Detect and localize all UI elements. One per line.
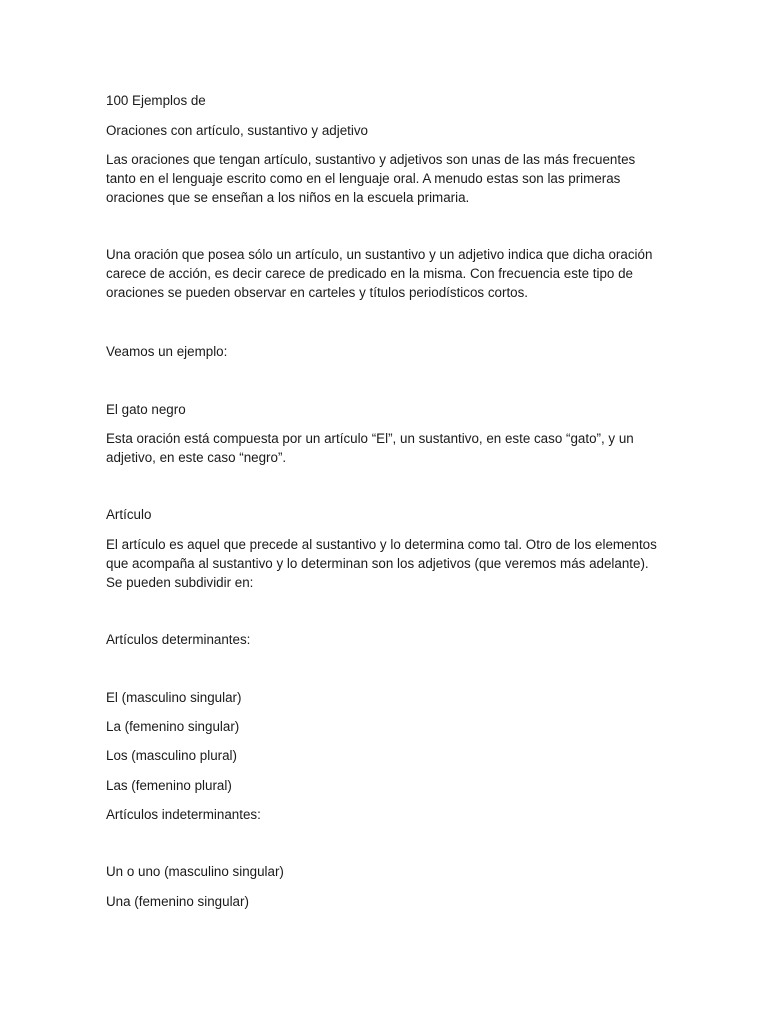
list-item: El (masculino singular): [106, 690, 242, 705]
list-item: Las (femenino plural): [106, 778, 232, 793]
list-item: Un o uno (masculino singular): [106, 864, 284, 879]
determinantes-heading: Artículos determinantes:: [106, 632, 251, 647]
indeterminantes-heading: Artículos indeterminantes:: [106, 807, 261, 822]
example-explanation: Esta oración está compuesta por un artículo “El”, un sustantivo, en este caso “gato”, y un adjetivo, en este caso “negro”.: [106, 431, 634, 465]
list-item: Los (masculino plural): [106, 748, 237, 763]
example-sentence: El gato negro: [106, 402, 186, 417]
articulo-paragraph: El artículo es aquel que precede al sustantivo y lo determina como tal. Otro de los elementos que acompaña al sustantivo y lo determinan son los adjetivos (que veremos más adelante). Se pueden subdividir en:: [106, 537, 657, 590]
document-heading-line-2: Oraciones con artículo, sustantivo y adjetivo: [106, 123, 368, 138]
intro-paragraph: Las oraciones que tengan artículo, sustantivo y adjetivos son unas de las más frecuentes tanto en el lenguaje escrito como en el lenguaje oral. A menudo estas son las primeras oraciones que se enseñan a los niños en la escuela primaria.: [106, 152, 636, 205]
list-item: La (femenino singular): [106, 719, 240, 734]
list-item: Una (femenino singular): [106, 894, 249, 909]
document-heading-line-1: 100 Ejemplos de: [106, 93, 206, 108]
example-intro: Veamos un ejemplo:: [106, 344, 228, 359]
articulo-heading: Artículo: [106, 507, 152, 522]
second-paragraph: Una oración que posea sólo un artículo, un sustantivo y un adjetivo indica que dicha oración carece de acción, es decir carece de predicado en la misma. Con frecuencia este tipo de oraciones se pueden observar en carteles y títulos periodísticos cortos.: [106, 247, 653, 300]
